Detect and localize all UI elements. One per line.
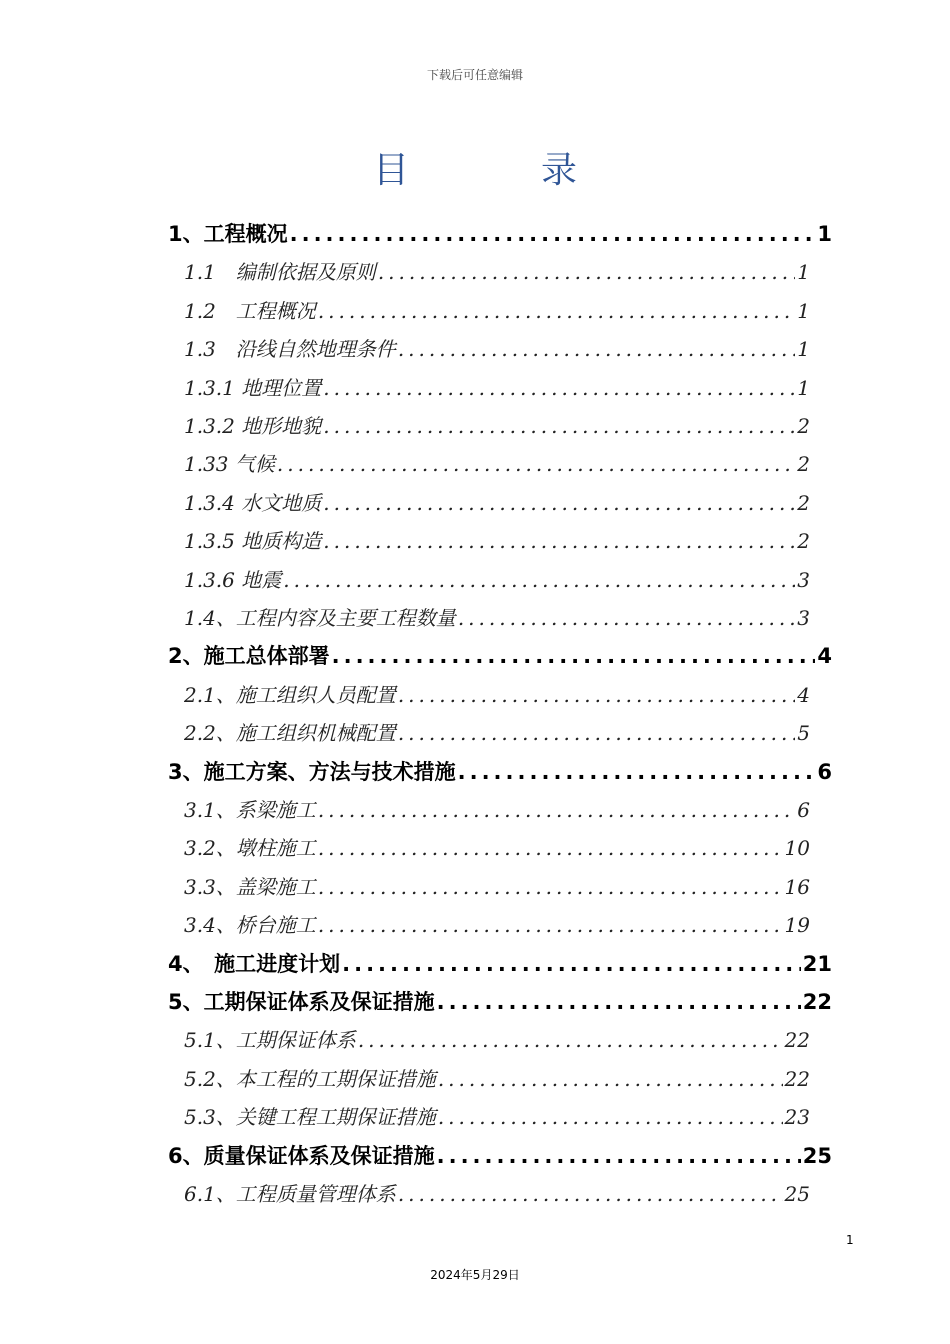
toc-entry-title: 6.1、工程质量管理体系 <box>184 1182 396 1206</box>
toc-entry-page-number: 10 <box>784 836 810 860</box>
toc-entry-page-number: 19 <box>784 913 810 937</box>
toc-dot-leader <box>318 906 783 944</box>
toc-entry-title: 5.2、本工程的工期保证措施 <box>184 1067 436 1091</box>
toc-dot-leader <box>283 561 795 599</box>
toc-dot-leader <box>323 522 795 560</box>
toc-entry-chapter[interactable] <box>168 983 832 1021</box>
toc-entry-page-number: 2 <box>797 414 810 438</box>
toc-entry-page-number: 5 <box>797 721 810 745</box>
toc-entry-title: 1.2 工程概况 <box>184 299 316 323</box>
toc-dot-leader <box>342 945 801 983</box>
toc-entry-page-number: 4 <box>797 683 810 707</box>
toc-entry-page-number: 25 <box>802 1144 832 1168</box>
toc-entry-section[interactable] <box>184 791 810 829</box>
header-note: 下载后可任意编辑 <box>426 68 523 82</box>
toc-entry-page-number: 25 <box>784 1182 810 1206</box>
toc-entry-page-number: 4 <box>817 644 832 668</box>
toc-dot-leader <box>323 407 795 445</box>
toc-entry-section[interactable] <box>184 829 810 867</box>
toc-entry-title: 1.3.6 地震 <box>184 568 282 592</box>
toc-entry-title: 1.3.5 地质构造 <box>184 529 322 553</box>
page-number: 1 <box>846 1233 854 1247</box>
toc-entry-chapter[interactable] <box>168 1137 832 1175</box>
toc-entry-section[interactable] <box>184 445 810 483</box>
toc-entry-page-number: 2 <box>797 452 810 476</box>
toc-entry-page-number: 2 <box>797 491 810 515</box>
toc-entry-title: 6、质量保证体系及保证措施 <box>168 1144 435 1168</box>
toc-entry-chapter[interactable] <box>168 753 832 791</box>
toc-entry-page-number: 22 <box>784 1067 810 1091</box>
toc-entry-title: 2.1、施工组织人员配置 <box>184 683 396 707</box>
toc-entry-page-number: 22 <box>802 990 832 1014</box>
toc-entry-section[interactable] <box>184 714 810 752</box>
toc-entry-section[interactable] <box>184 407 810 445</box>
toc-entry-section[interactable] <box>184 1060 810 1098</box>
toc-dot-leader <box>378 253 795 291</box>
toc-dot-leader <box>437 983 801 1021</box>
toc-entry-page-number: 1 <box>797 376 810 400</box>
toc-entry-page-number: 2 <box>797 529 810 553</box>
toc-entry-section[interactable] <box>184 868 810 906</box>
toc-entry-page-number: 1 <box>797 260 810 284</box>
toc-entry-title: 2、施工总体部署 <box>168 644 330 668</box>
toc-entry-section[interactable] <box>184 906 810 944</box>
toc-entry-page-number: 23 <box>784 1105 810 1129</box>
toc-entry-page-number: 1 <box>797 337 810 361</box>
toc-entry-title: 3.2、墩柱施工 <box>184 836 316 860</box>
toc-entry-section[interactable] <box>184 599 810 637</box>
toc-entry-title: 3.4、桥台施工 <box>184 913 316 937</box>
toc-entry-page-number: 6 <box>817 760 832 784</box>
toc-entry-page-number: 21 <box>802 952 832 976</box>
toc-entry-chapter[interactable] <box>168 637 832 675</box>
toc-entry-page-number: 6 <box>797 798 810 822</box>
toc-dot-leader <box>398 1175 783 1213</box>
toc-entry-title: 5、工期保证体系及保证措施 <box>168 990 435 1014</box>
toc-entry-chapter[interactable] <box>168 945 832 983</box>
toc-entry-section[interactable] <box>184 1098 810 1136</box>
toc-dot-leader <box>332 637 816 675</box>
toc-dot-leader <box>358 1021 783 1059</box>
toc-entry-title: 3.3、盖梁施工 <box>184 875 316 899</box>
toc-entry-title: 1.1 编制依据及原则 <box>184 260 376 284</box>
toc-dot-leader <box>437 1137 801 1175</box>
toc-entry-page-number: 3 <box>797 568 810 592</box>
toc-dot-leader <box>458 753 816 791</box>
toc-dot-leader <box>318 829 783 867</box>
toc-entry-title: 3.1、系梁施工 <box>184 798 316 822</box>
toc-entry-title: 1.3.1 地理位置 <box>184 376 322 400</box>
toc-entry-section[interactable] <box>184 253 810 291</box>
toc-entry-title: 4、 施工进度计划 <box>168 952 341 976</box>
toc-dot-leader <box>438 1098 783 1136</box>
toc-entry-page-number: 16 <box>784 875 810 899</box>
toc-entry-section[interactable] <box>184 561 810 599</box>
toc-entry-page-number: 1 <box>797 299 810 323</box>
toc-entry-title: 1.3.4 水文地质 <box>184 491 322 515</box>
toc-entry-section[interactable] <box>184 522 810 560</box>
toc-dot-leader <box>318 791 795 829</box>
toc-dot-leader <box>323 484 795 522</box>
toc-entry-title: 3、施工方案、方法与技术措施 <box>168 760 456 784</box>
toc-entry-title: 2.2、施工组织机械配置 <box>184 721 396 745</box>
toc-entry-section[interactable] <box>184 484 810 522</box>
toc-entry-section[interactable] <box>184 676 810 714</box>
toc-title: 目 录 <box>372 150 625 191</box>
toc-dot-leader <box>323 369 795 407</box>
toc-entry-chapter[interactable] <box>168 215 832 253</box>
toc-dot-leader <box>318 868 783 906</box>
toc-dot-leader <box>290 215 816 253</box>
toc-entry-title: 5.3、关键工程工期保证措施 <box>184 1105 436 1129</box>
footer-date: 2024年5月29日 <box>430 1268 520 1282</box>
toc-entry-section[interactable] <box>184 1175 810 1213</box>
toc-entry-section[interactable] <box>184 1021 810 1059</box>
toc-entry-page-number: 3 <box>797 606 810 630</box>
toc-dot-leader <box>438 1060 783 1098</box>
toc-entry-page-number: 22 <box>784 1028 810 1052</box>
toc-dot-leader <box>398 714 795 752</box>
toc-entry-title: 5.1、工期保证体系 <box>184 1028 356 1052</box>
toc-entry-section[interactable] <box>184 292 810 330</box>
toc-dot-leader <box>318 292 795 330</box>
toc-dot-leader <box>458 599 795 637</box>
toc-entry-title: 1.3 沿线自然地理条件 <box>184 337 396 361</box>
toc-entry-title: 1、工程概况 <box>168 222 288 246</box>
toc-entry-title: 1.4、工程内容及主要工程数量 <box>184 606 456 630</box>
toc-dot-leader <box>398 330 795 368</box>
toc-entry-section[interactable] <box>184 369 810 407</box>
toc-entry-page-number: 1 <box>817 222 832 246</box>
toc-entry-section[interactable] <box>184 330 810 368</box>
toc-entry-title: 1.3.2 地形地貌 <box>184 414 322 438</box>
toc-entry-title: 1.33 气候 <box>184 452 275 476</box>
toc-dot-leader <box>277 445 795 483</box>
toc-dot-leader <box>398 676 795 714</box>
